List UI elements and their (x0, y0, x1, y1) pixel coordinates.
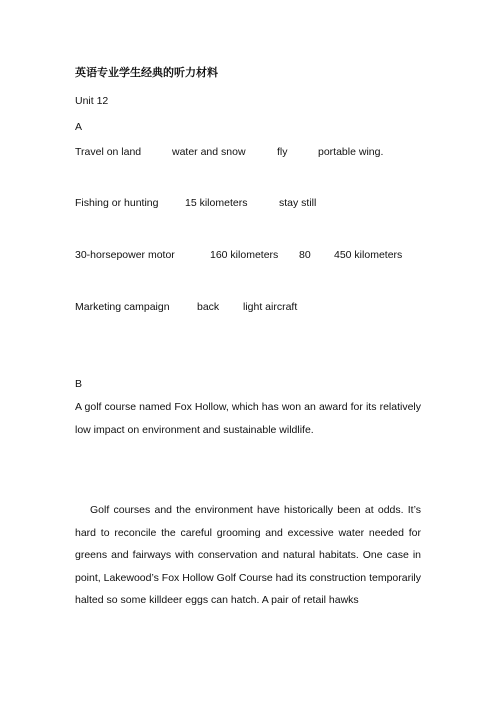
answer-row-3 (75, 248, 403, 262)
answer-row-2 (75, 196, 317, 210)
answer-cell: portable wing. (318, 146, 384, 158)
answer-cell: 15 kilometers (185, 197, 248, 209)
section-b-paragraph: Golf courses and the environment have historically been at odds. It’s hard to reconcile the careful grooming and excessive water needed for greens and fairways with conservation and natural habitats. One case in point, Lakewood’s Fox Hollow Golf Course had its construction temporarily halted so some killdeer eggs can hatch. A pair of retail hawks (75, 504, 421, 606)
section-a-label: A (75, 121, 83, 133)
answer-cell: Travel on land (75, 146, 142, 158)
answer-cell: water and snow (172, 146, 246, 158)
section-b-label: B (75, 378, 83, 390)
document-title: 英语专业学生经典的听力材料 (75, 67, 218, 79)
answer-cell: Fishing or hunting (75, 197, 159, 209)
section-b-intro: A golf course named Fox Hollow, which has won an award for its relatively low impact on environment and sustainable wildlife. (75, 401, 421, 436)
answer-cell: 30-horsepower motor (75, 249, 175, 261)
answer-row-4 (75, 300, 298, 314)
answer-cell: 450 kilometers (334, 249, 403, 261)
answer-cell: fly (277, 146, 288, 158)
answer-cell: light aircraft (243, 301, 298, 313)
unit-heading: Unit 12 (75, 95, 109, 107)
answer-cell: back (197, 301, 220, 313)
answer-cell: 160 kilometers (210, 249, 279, 261)
answer-cell: Marketing campaign (75, 301, 170, 313)
answer-row-1 (75, 145, 384, 159)
answer-cell: 80 (299, 249, 311, 261)
answer-cell: stay still (279, 197, 317, 209)
